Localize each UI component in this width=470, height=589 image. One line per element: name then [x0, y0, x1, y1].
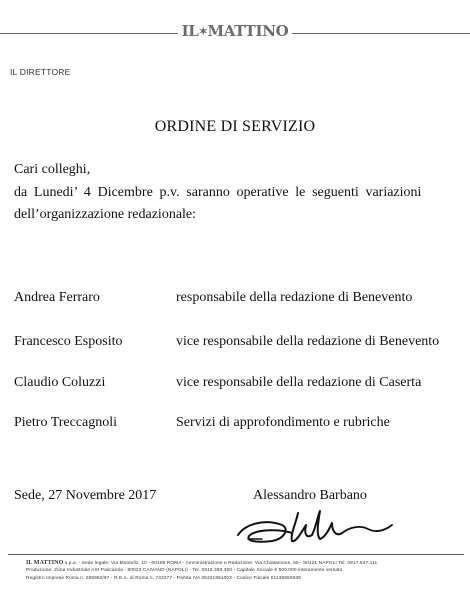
footer-line-3: Registro Imprese Roma n. 255982/97 - R.E.A. di Roma n. 743377 - Partita IVA 05331851003 - Codice Fiscale 01136950639 — [26, 576, 301, 581]
footer-rule — [8, 554, 464, 555]
assignment-role: responsabile della redazione di Benevento — [176, 290, 413, 305]
director-label: IL DIRETTORE — [10, 67, 71, 77]
document-title: ORDINE DI SERVIZIO — [154, 118, 316, 135]
footer-line-1-text: s.p.a. - Sede legale: Via Montello, 10 - 00195 ROMA - Amministrazione e Redazione: Via Chiatamone, 65 - 80121 NAPOLI Tel. 0817.947.111 — [64, 561, 378, 566]
footer-line-2: Produzione: Zona Industriale ASI Pascarola - 80023 CAIVANO (NAPOLI) - Tel. 0818.360.300 - Capitale Sociale € 500.000 interamente versato — [26, 568, 343, 573]
assignment-name: Francesco Esposito — [14, 334, 123, 349]
intro-line-2: dell’organizzazione redazionale: — [14, 207, 197, 222]
handwritten-signature — [232, 505, 412, 547]
header-rule-left — [0, 33, 178, 34]
masthead-left: IL — [181, 22, 199, 40]
signer-name: Alessandro Barbano — [253, 488, 367, 503]
place-date: Sede, 27 Novembre 2017 — [14, 488, 157, 503]
star-icon: ✶ — [198, 25, 208, 38]
assignment-name: Pietro Treccagnoli — [14, 415, 118, 430]
assignment-role: vice responsabile della redazione di Benevento — [176, 334, 440, 349]
assignment-role: vice responsabile della redazione di Caserta — [176, 375, 422, 390]
masthead-logo — [180, 22, 290, 40]
assignment-role: Servizi di approfondimento e rubriche — [176, 415, 390, 430]
header-rule-right — [292, 33, 470, 34]
greeting: Cari colleghi, — [14, 162, 91, 177]
assignment-name: Claudio Coluzzi — [14, 375, 106, 390]
footer-company: IL MATTINO — [26, 560, 64, 566]
intro-line-1: da Lunedi’ 4 Dicembre p.v. saranno operative le seguenti variazioni — [14, 185, 422, 200]
masthead-right: MATTINO — [207, 22, 289, 40]
footer-line-1 — [26, 560, 466, 566]
assignment-name: Andrea Ferraro — [14, 290, 100, 305]
